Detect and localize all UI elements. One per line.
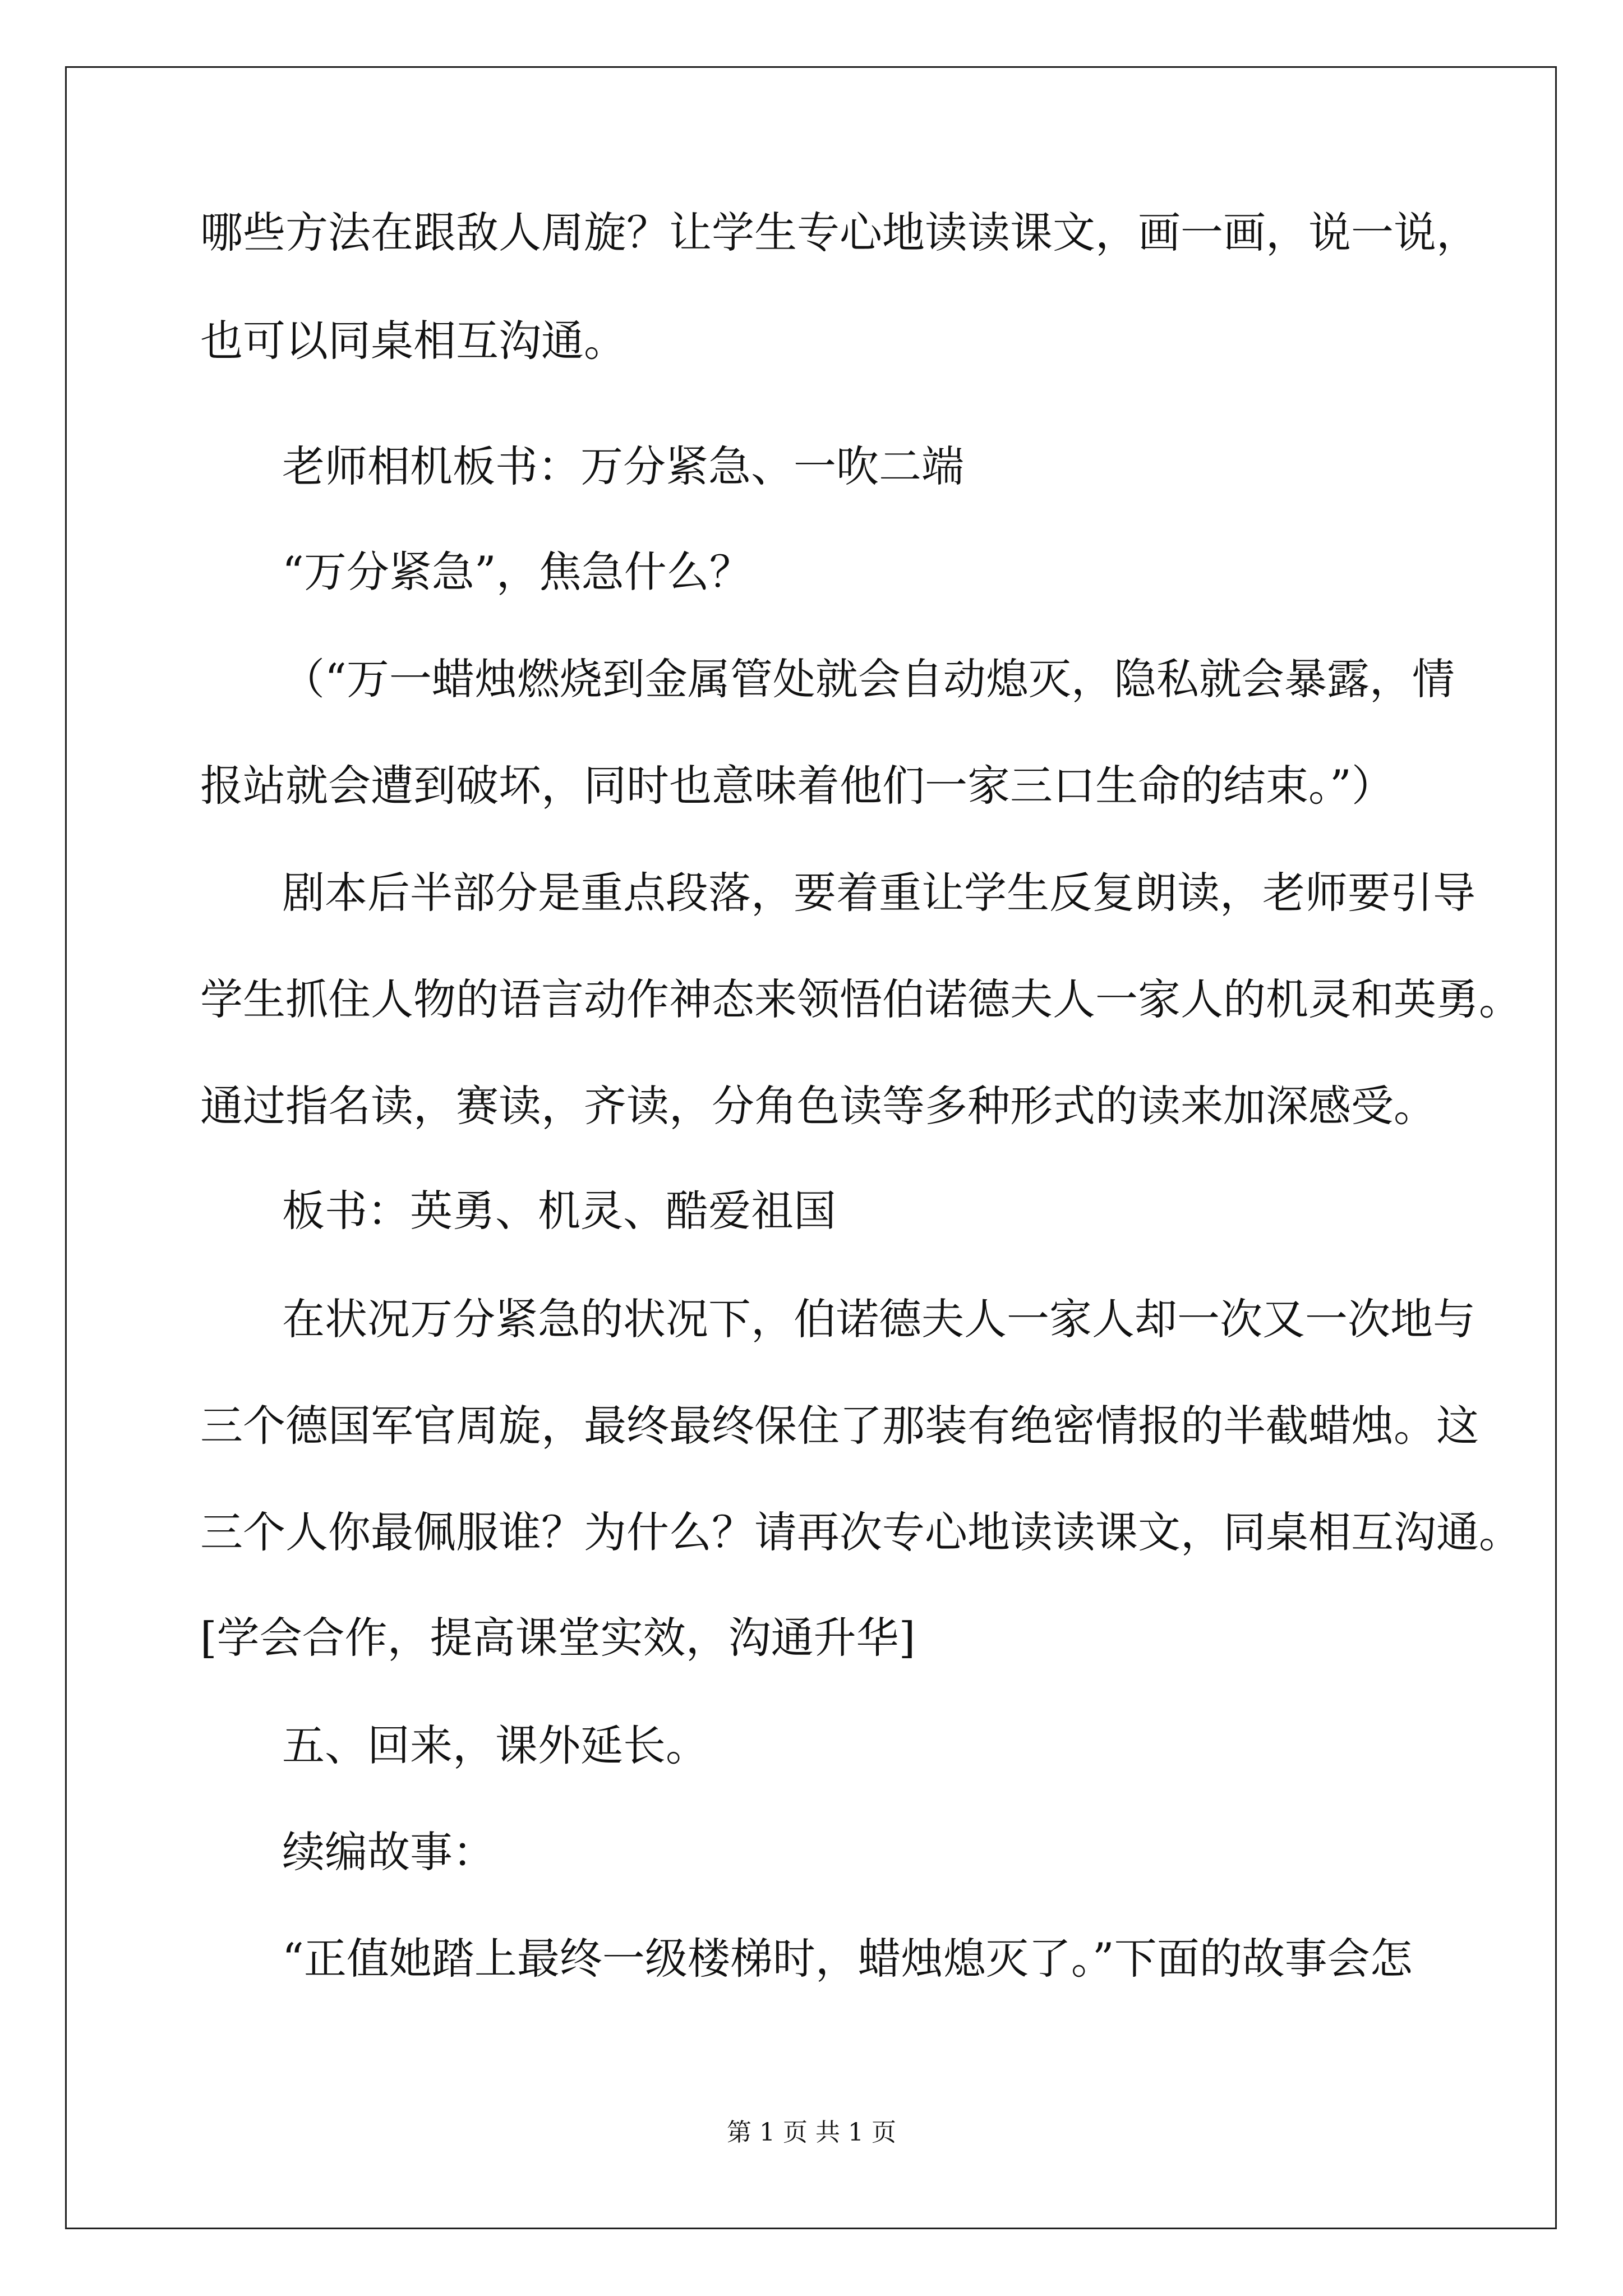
text-line-5: （“万一蜡烛燃烧到金属管处就会自动熄灭，隐私就会暴露，情	[282, 654, 1455, 704]
text-line-16: 续编故事：	[282, 1827, 495, 1877]
text-line-9: 通过指名读，赛读，齐读，分角色读等多种形式的读来加深感受。	[200, 1081, 1436, 1131]
text-line-2: 也可以同桌相互沟通。	[200, 316, 626, 366]
page-border	[65, 66, 1557, 2229]
text-line-7: 剧本后半部分是重点段落，要着重让学生反复朗读，老师要引导	[282, 868, 1476, 918]
text-line-12: 三个德国军官周旋，最终最终保住了那装有绝密情报的半截蜡烛。这	[200, 1401, 1479, 1451]
text-line-6: 报站就会遭到破坏，同时也意味着他们一家三口生命的结束。”）	[200, 761, 1394, 811]
text-line-4: “万分紧急”，焦急什么？	[282, 547, 752, 597]
text-line-3: 老师相机板书：万分紧急、一吹二端	[282, 441, 964, 491]
text-line-17: “正值她踏上最终一级楼梯时，蜡烛熄灭了。”下面的故事会怎	[282, 1934, 1413, 1984]
text-line-13: 三个人你最佩服谁？为什么？请再次专心地读读课文，同桌相互沟通。	[200, 1507, 1521, 1557]
text-line-1: 哪些方法在跟敌人周旋？让学生专心地读读课文，画一画，说一说，	[200, 208, 1479, 257]
text-line-15: 五、回来，课外延长。	[282, 1720, 708, 1770]
page-footer: 第 1 页 共 1 页	[727, 2118, 896, 2147]
text-line-10: 板书：英勇、机灵、酷爱祖国	[282, 1186, 836, 1236]
text-line-8: 学生抓住人物的语言动作神态来领悟伯诺德夫人一家人的机灵和英勇。	[200, 974, 1521, 1024]
text-line-11: 在状况万分紧急的状况下，伯诺德夫人一家人却一次又一次地与	[282, 1294, 1476, 1344]
text-line-14: [学会合作，提高课堂实效，沟通升华]	[200, 1613, 916, 1663]
